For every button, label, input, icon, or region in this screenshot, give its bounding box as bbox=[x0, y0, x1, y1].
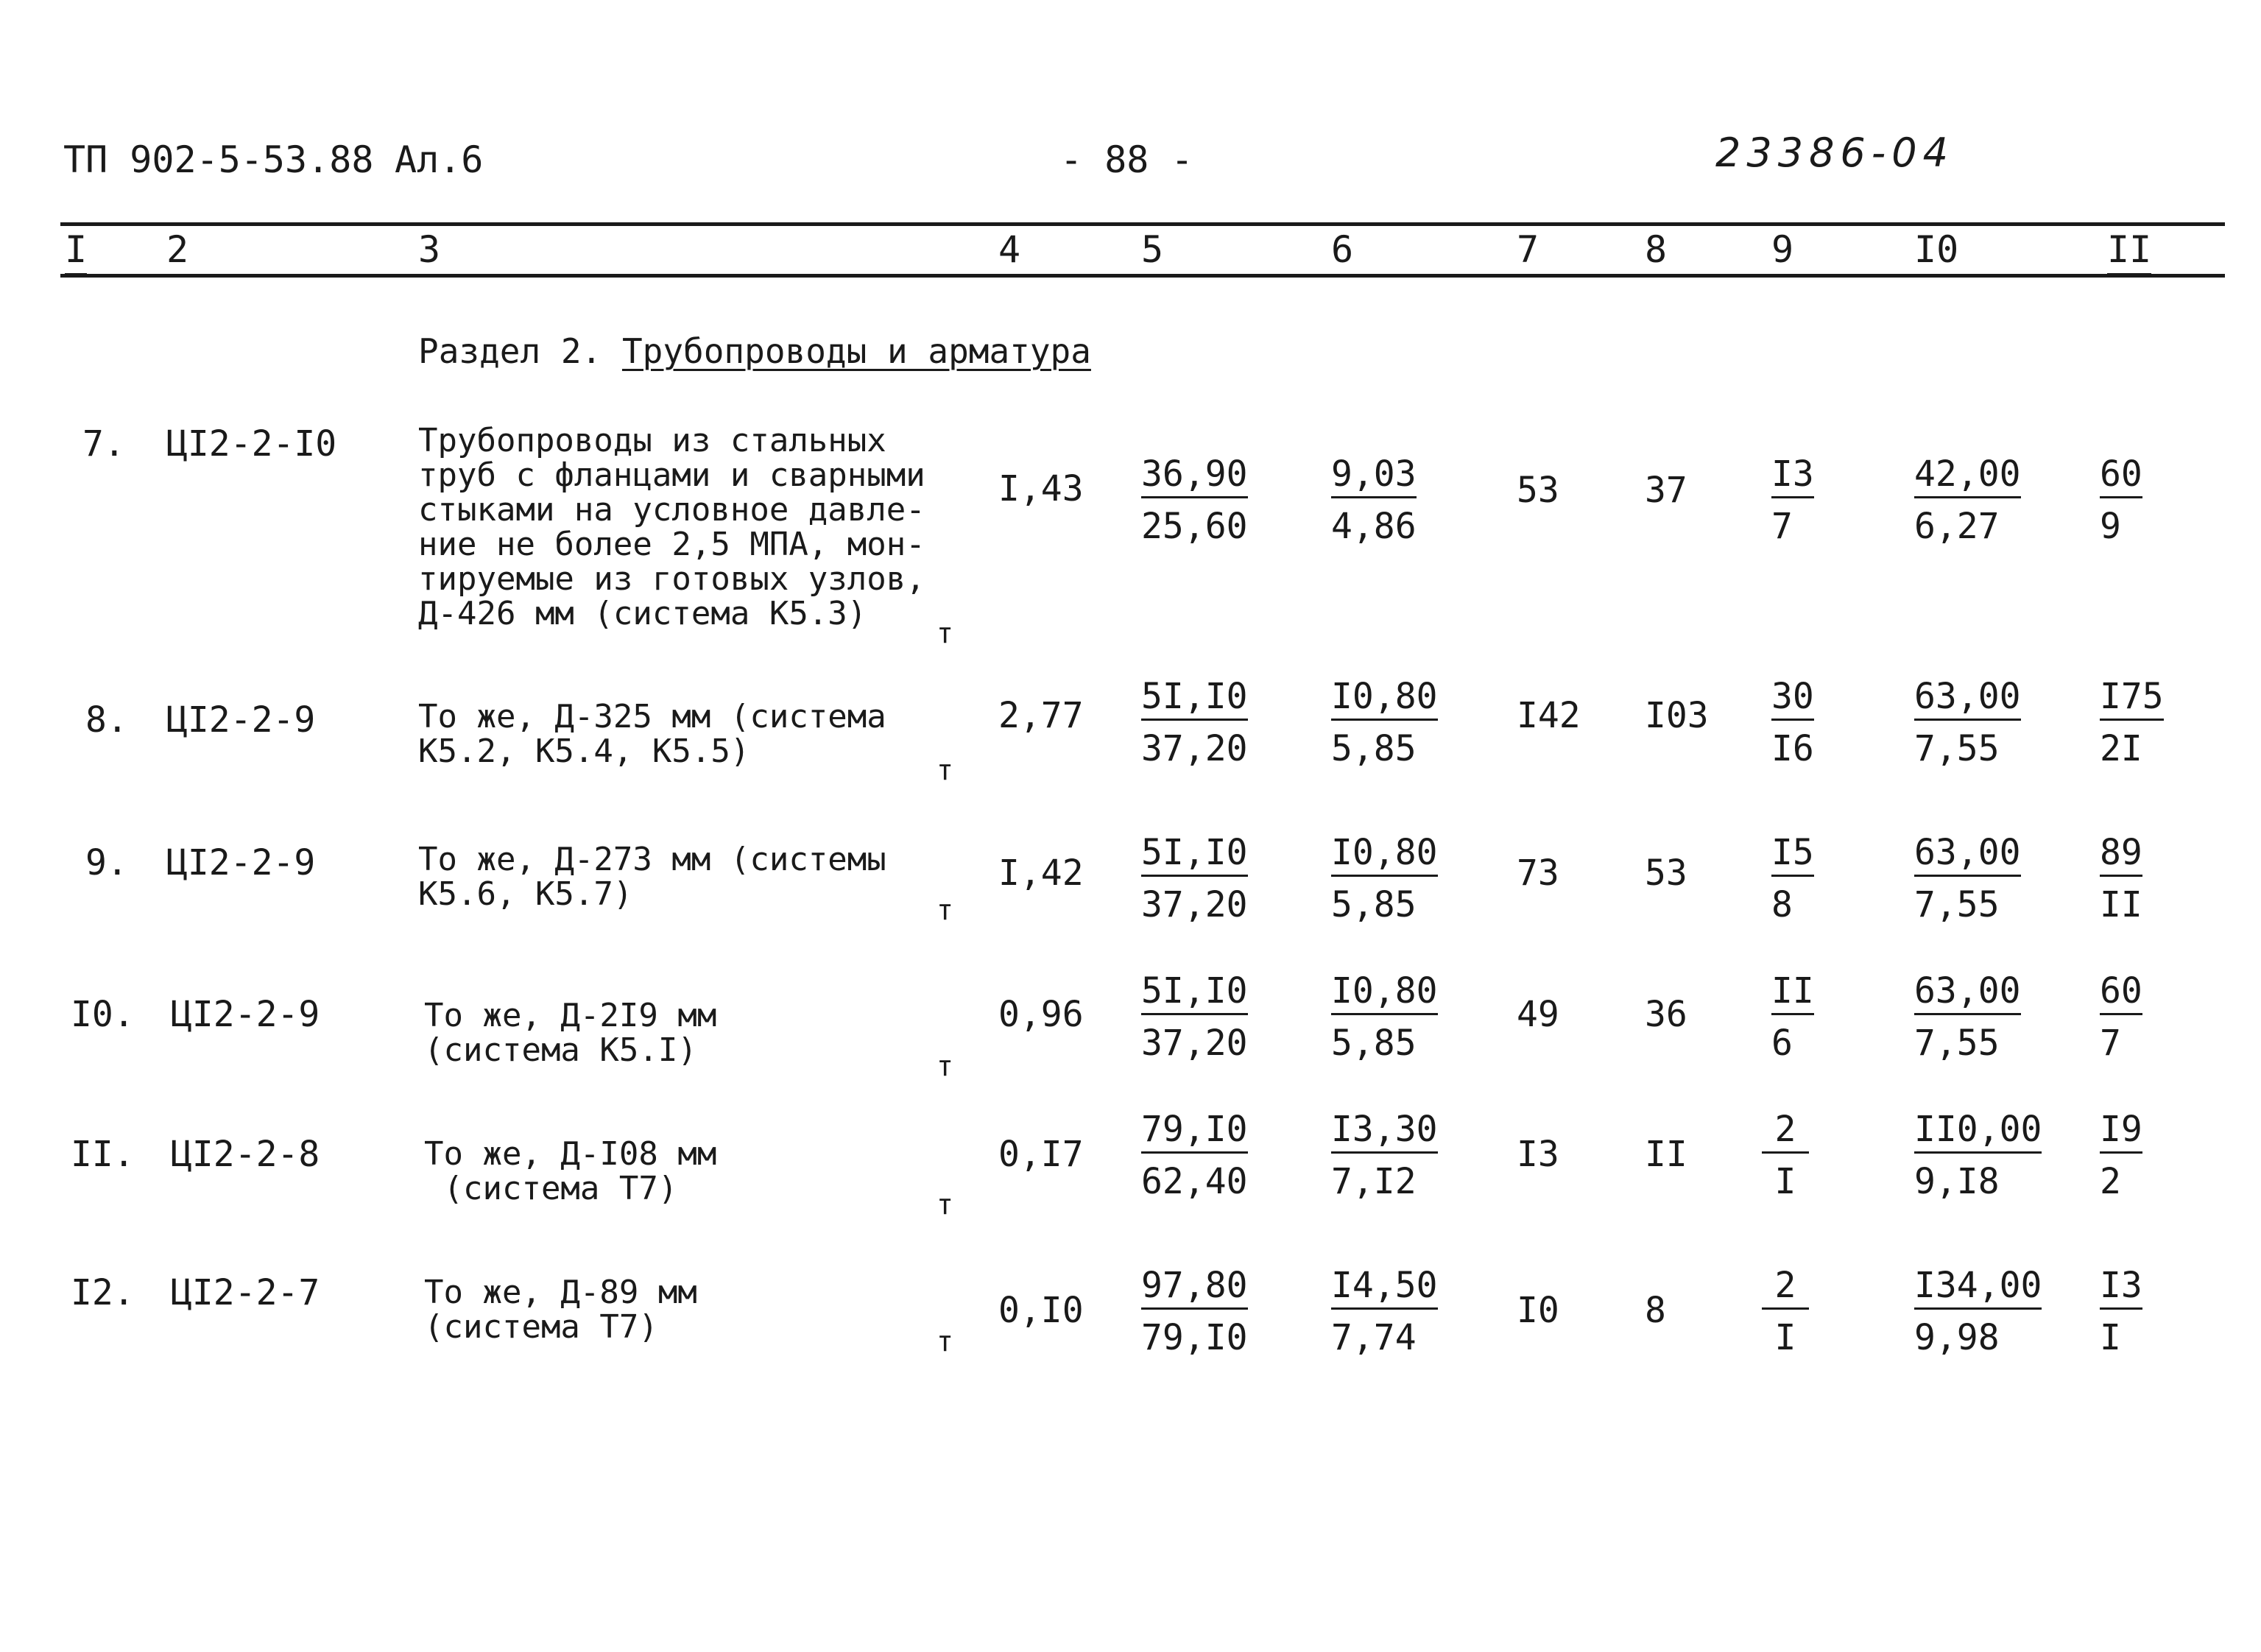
col8-value: II bbox=[1645, 1134, 1687, 1175]
col9-fraction bbox=[1771, 676, 1814, 769]
col8-value: I03 bbox=[1645, 695, 1709, 736]
quantity: 0,I0 bbox=[998, 1290, 1084, 1331]
col6-bottom: 5,85 bbox=[1331, 884, 1417, 925]
col9-top: II bbox=[1771, 973, 1814, 1015]
col11-bottom: II bbox=[2100, 884, 2142, 925]
col10-fraction bbox=[1914, 832, 2021, 925]
col7-value: I42 bbox=[1517, 695, 1581, 736]
col9-fraction bbox=[1752, 1109, 1819, 1202]
col11-top: I3 bbox=[2100, 1268, 2142, 1310]
col10-bottom: 9,98 bbox=[1914, 1317, 2000, 1358]
col8-value: 8 bbox=[1645, 1290, 1666, 1331]
quantity: 0,96 bbox=[998, 994, 1084, 1035]
item-description: То же, Д-325 мм (система К5.2, К5.4, К5.5) bbox=[418, 698, 886, 770]
rate-code: ЦI2-2-9 bbox=[166, 842, 316, 883]
col5-bottom: 62,40 bbox=[1141, 1161, 1248, 1202]
col9-bottom: I bbox=[1774, 1317, 1796, 1358]
quantity: 0,I7 bbox=[998, 1134, 1084, 1175]
section-title: Трубопроводы и арматура bbox=[621, 331, 1091, 371]
col11-top: 60 bbox=[2100, 456, 2142, 498]
unit-label: т bbox=[937, 1188, 953, 1221]
column-header-9: 9 bbox=[1771, 228, 1794, 271]
col6-top: 9,03 bbox=[1331, 456, 1417, 498]
col5-bottom: 37,20 bbox=[1141, 884, 1248, 925]
row-number: II. bbox=[71, 1134, 135, 1175]
col6-bottom: 4,86 bbox=[1331, 506, 1417, 547]
rate-code: ЦI2-2-7 bbox=[171, 1272, 320, 1313]
col11-bottom: 2 bbox=[2100, 1161, 2121, 1202]
column-header-6: 6 bbox=[1331, 228, 1354, 271]
col11-top: 89 bbox=[2100, 835, 2142, 877]
col11-fraction bbox=[2100, 1265, 2142, 1358]
col5-top: 5I,I0 bbox=[1141, 835, 1248, 877]
col11-bottom: 7 bbox=[2100, 1023, 2121, 1064]
col11-bottom: 2I bbox=[2100, 728, 2142, 769]
col9-bottom: I6 bbox=[1771, 728, 1814, 769]
unit-label: т bbox=[937, 1050, 953, 1082]
row-number: 8. bbox=[85, 699, 128, 741]
col6-bottom: 5,85 bbox=[1331, 1023, 1417, 1064]
col5-top: 79,I0 bbox=[1141, 1112, 1248, 1154]
col5-bottom: 79,I0 bbox=[1141, 1317, 1248, 1358]
row-number: I2. bbox=[71, 1272, 135, 1313]
column-header-2: 2 bbox=[166, 228, 189, 271]
col11-fraction bbox=[2100, 453, 2142, 547]
col9-fraction bbox=[1771, 970, 1814, 1064]
col6-bottom: 7,74 bbox=[1331, 1317, 1417, 1358]
col9-top: 30 bbox=[1771, 679, 1814, 721]
item-description: То же, Д-I08 мм (система Т7) bbox=[424, 1135, 717, 1207]
col10-fraction bbox=[1914, 970, 2021, 1064]
col9-bottom: 7 bbox=[1771, 506, 1793, 547]
section-heading bbox=[418, 331, 1091, 371]
col9-top: I3 bbox=[1771, 456, 1814, 498]
col10-bottom: 9,I8 bbox=[1914, 1161, 2000, 1202]
col6-top: I3,30 bbox=[1331, 1112, 1438, 1154]
item-description: То же, Д-2I9 мм (система К5.I) bbox=[424, 997, 717, 1069]
col6-fraction bbox=[1331, 453, 1417, 547]
column-header-5: 5 bbox=[1141, 228, 1164, 271]
column-header-11: II bbox=[2107, 228, 2152, 271]
col10-top: 42,00 bbox=[1914, 456, 2021, 498]
header-rule-top bbox=[60, 222, 2225, 226]
col10-bottom: 6,27 bbox=[1914, 506, 2000, 547]
col10-bottom: 7,55 bbox=[1914, 1023, 2000, 1064]
col5-bottom: 25,60 bbox=[1141, 506, 1248, 547]
col10-top: 63,00 bbox=[1914, 835, 2021, 877]
column-header-10: I0 bbox=[1914, 228, 1959, 271]
page-number: - 88 - bbox=[1060, 138, 1193, 181]
col10-bottom: 7,55 bbox=[1914, 884, 2000, 925]
handwritten-number: 23386-04 bbox=[1715, 130, 1954, 176]
item-description: Трубопроводы из стальных труб с фланцами и сварными стыками на условное давле- ние не более 2,5 МПА, мон- тируемые из готовых узлов, Д-426 мм (система К5.3) bbox=[418, 422, 925, 632]
unit-label: т bbox=[937, 894, 953, 926]
col7-value: 73 bbox=[1517, 853, 1559, 894]
quantity: 2,77 bbox=[998, 695, 1084, 736]
col10-fraction bbox=[1914, 1265, 2042, 1358]
col5-fraction bbox=[1141, 1109, 1248, 1202]
col6-fraction bbox=[1331, 970, 1438, 1064]
album-label: Ал.6 bbox=[395, 138, 484, 181]
col8-value: 53 bbox=[1645, 853, 1687, 894]
col5-top: 5I,I0 bbox=[1141, 973, 1248, 1015]
column-header-7: 7 bbox=[1517, 228, 1539, 271]
col9-bottom: 8 bbox=[1771, 884, 1793, 925]
col7-value: 49 bbox=[1517, 994, 1559, 1035]
col9-top: 2 bbox=[1762, 1268, 1810, 1310]
col6-fraction bbox=[1331, 1109, 1438, 1202]
col11-bottom: I bbox=[2100, 1317, 2121, 1358]
unit-label: т bbox=[937, 1325, 953, 1358]
col6-fraction bbox=[1331, 676, 1438, 769]
col10-fraction bbox=[1914, 676, 2021, 769]
col6-bottom: 7,I2 bbox=[1331, 1161, 1417, 1202]
row-number: I0. bbox=[71, 994, 135, 1035]
row-number: 7. bbox=[82, 423, 125, 465]
col6-fraction bbox=[1331, 832, 1438, 925]
rate-code: ЦI2-2-I0 bbox=[166, 423, 337, 465]
col11-top: 60 bbox=[2100, 973, 2142, 1015]
col6-top: I0,80 bbox=[1331, 973, 1438, 1015]
rate-code: ЦI2-2-9 bbox=[166, 699, 316, 741]
quantity: I,43 bbox=[998, 468, 1084, 509]
col11-bottom: 9 bbox=[2100, 506, 2121, 547]
col9-bottom: I bbox=[1774, 1161, 1796, 1202]
col5-top: 5I,I0 bbox=[1141, 679, 1248, 721]
col5-bottom: 37,20 bbox=[1141, 1023, 1248, 1064]
col10-top: 63,00 bbox=[1914, 973, 2021, 1015]
col5-fraction bbox=[1141, 453, 1248, 547]
col10-fraction bbox=[1914, 1109, 2042, 1202]
col10-bottom: 7,55 bbox=[1914, 728, 2000, 769]
column-header-8: 8 bbox=[1645, 228, 1668, 271]
col6-fraction bbox=[1331, 1265, 1438, 1358]
quantity: I,42 bbox=[998, 853, 1084, 894]
col6-top: I0,80 bbox=[1331, 835, 1438, 877]
col11-top: I75 bbox=[2100, 679, 2164, 721]
header-rule-bottom bbox=[60, 274, 2225, 278]
col5-fraction bbox=[1141, 676, 1248, 769]
col9-fraction bbox=[1771, 832, 1814, 925]
col9-fraction bbox=[1771, 453, 1814, 547]
column-header-4: 4 bbox=[998, 228, 1021, 271]
column-header-3: 3 bbox=[418, 228, 441, 271]
column-header-1: I bbox=[65, 228, 88, 271]
col5-top: 36,90 bbox=[1141, 456, 1248, 498]
col8-value: 37 bbox=[1645, 470, 1687, 511]
col5-bottom: 37,20 bbox=[1141, 728, 1248, 769]
rate-code: ЦI2-2-9 bbox=[171, 994, 320, 1035]
col11-top: I9 bbox=[2100, 1112, 2142, 1154]
rate-code: ЦI2-2-8 bbox=[171, 1134, 320, 1175]
document-code: ТП 902-5-53.88 bbox=[63, 138, 374, 181]
col11-fraction bbox=[2100, 970, 2142, 1064]
col9-top: 2 bbox=[1762, 1112, 1810, 1154]
col7-value: 53 bbox=[1517, 470, 1559, 511]
col10-top: I34,00 bbox=[1914, 1268, 2042, 1310]
col7-value: I3 bbox=[1517, 1134, 1559, 1175]
section-prefix: Раздел 2. bbox=[418, 331, 602, 371]
col8-value: 36 bbox=[1645, 994, 1687, 1035]
col11-fraction bbox=[2100, 1109, 2142, 1202]
col6-top: I4,50 bbox=[1331, 1268, 1438, 1310]
col5-top: 97,80 bbox=[1141, 1268, 1248, 1310]
col5-fraction bbox=[1141, 1265, 1248, 1358]
col10-top: II0,00 bbox=[1914, 1112, 2042, 1154]
col6-bottom: 5,85 bbox=[1331, 728, 1417, 769]
item-description: То же, Д-89 мм (система Т7) bbox=[424, 1274, 697, 1346]
unit-label: т bbox=[937, 754, 953, 786]
col10-top: 63,00 bbox=[1914, 679, 2021, 721]
col10-fraction bbox=[1914, 453, 2021, 547]
item-description: То же, Д-273 мм (системы К5.6, К5.7) bbox=[418, 841, 886, 913]
col7-value: I0 bbox=[1517, 1290, 1559, 1331]
col11-fraction bbox=[2100, 676, 2164, 769]
col11-fraction bbox=[2100, 832, 2142, 925]
col6-top: I0,80 bbox=[1331, 679, 1438, 721]
col5-fraction bbox=[1141, 832, 1248, 925]
unit-label: т bbox=[937, 617, 953, 649]
row-number: 9. bbox=[85, 842, 128, 883]
col9-bottom: 6 bbox=[1771, 1023, 1793, 1064]
col9-top: I5 bbox=[1771, 835, 1814, 877]
col5-fraction bbox=[1141, 970, 1248, 1064]
col9-fraction bbox=[1752, 1265, 1819, 1358]
